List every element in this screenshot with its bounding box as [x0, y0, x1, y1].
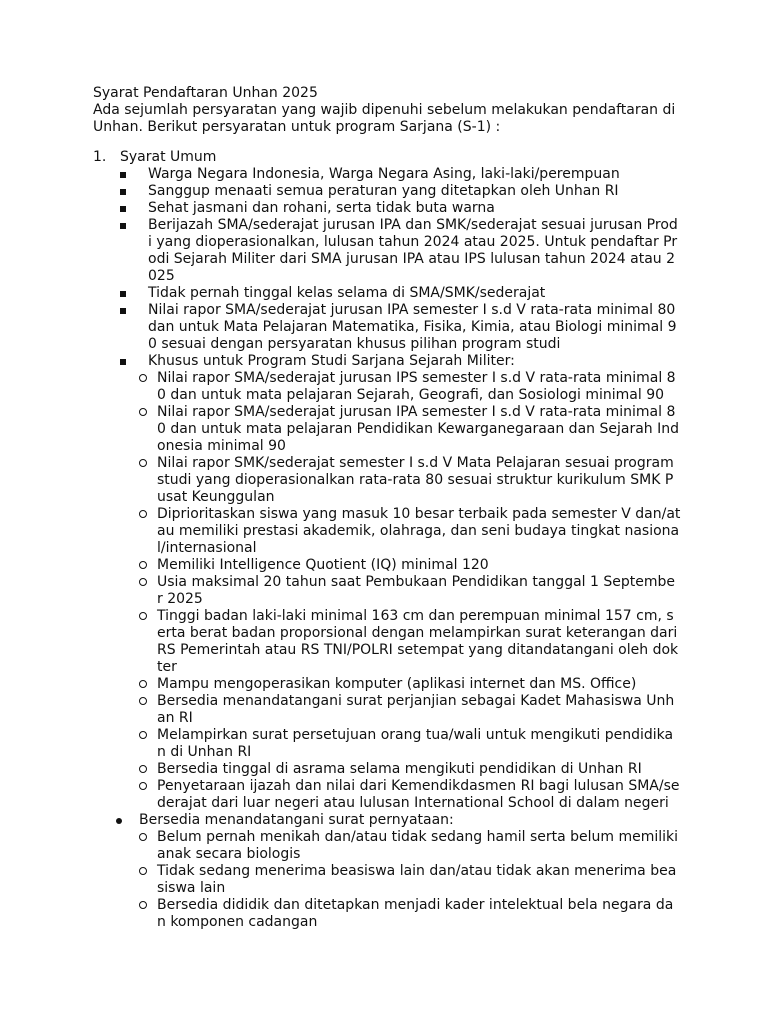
requirements-list — [93, 166, 693, 370]
requirement-item — [93, 285, 693, 302]
hollow-circle-icon — [139, 833, 147, 841]
requirement-item — [93, 200, 693, 217]
list-item-text: 0 sesuai dengan persyaratan khusus pilihan program studi — [148, 336, 561, 352]
hollow-circle-icon — [139, 680, 147, 688]
square-bullet-icon — [120, 308, 126, 314]
hollow-circle-icon — [139, 782, 147, 790]
list-item-text: 0 dan untuk mata pelajaran Pendidikan Kewarganegaraan dan Sejarah Ind — [157, 421, 679, 437]
sub-requirement-item — [93, 404, 693, 455]
list-item-text: Nilai rapor SMA/sederajat jurusan IPS semester I s.d V rata-rata minimal 8 — [157, 370, 676, 386]
hollow-circle-icon — [139, 697, 147, 705]
document-title: Syarat Pendaftaran Unhan 2025 — [93, 85, 318, 101]
requirement-item — [93, 302, 693, 353]
hollow-circle-icon — [139, 561, 147, 569]
sejarah-militer-sublist — [93, 370, 693, 812]
list-item-text: Nilai rapor SMA/sederajat jurusan IPA semester I s.d V rata-rata minimal 8 — [157, 404, 676, 420]
list-item-text: siswa lain — [157, 880, 226, 896]
list-item-text: Melampirkan surat persetujuan orang tua/wali untuk mengikuti pendidika — [157, 727, 674, 743]
hollow-circle-icon — [139, 510, 147, 518]
list-item-text: Sanggup menaati semua peraturan yang ditetapkan oleh Unhan RI — [148, 183, 619, 199]
list-item-text: Nilai rapor SMA/sederajat jurusan IPA semester I s.d V rata-rata minimal 80 — [148, 302, 676, 318]
sub-requirement-item — [93, 608, 693, 676]
section-number: 1. — [93, 149, 107, 165]
list-item-text: au memiliki prestasi akademik, olahraga, dan seni budaya tingkat nasiona — [157, 523, 680, 539]
hollow-circle-icon — [139, 901, 147, 909]
document-body — [93, 85, 693, 931]
list-item-text: Khusus untuk Program Studi Sarjana Sejarah Militer: — [148, 353, 515, 369]
list-item-text: 025 — [148, 268, 175, 284]
hollow-circle-icon — [139, 867, 147, 875]
list-item-text: an RI — [157, 710, 193, 726]
square-bullet-icon — [120, 206, 126, 212]
sub-requirement-item — [93, 778, 693, 812]
list-item-text: dan untuk Mata Pelajaran Matematika, Fisika, Kimia, atau Biologi minimal 9 — [148, 319, 677, 335]
statement-sub-item — [93, 863, 693, 897]
hollow-circle-icon — [139, 765, 147, 773]
list-item-text: Tidak sedang menerima beasiswa lain dan/atau tidak akan menerima bea — [157, 863, 677, 879]
list-item-text: Berijazah SMA/sederajat jurusan IPA dan SMK/sederajat sesuai jurusan Prod — [148, 217, 678, 233]
list-item-text: odi Sejarah Militer dari SMA jurusan IPA atau IPS lulusan tahun 2024 atau 2 — [148, 251, 676, 267]
list-item-text: Warga Negara Indonesia, Warga Negara Asing, laki-laki/perempuan — [148, 166, 620, 182]
list-item-text: Penyetaraan ijazah dan nilai dari Kemendikdasmen RI bagi lulusan SMA/se — [157, 778, 680, 794]
section-label: Syarat Umum — [120, 149, 217, 165]
list-item-text: Diprioritaskan siswa yang masuk 10 besar terbaik pada semester V dan/at — [157, 506, 681, 522]
list-item-text: i yang dioperasionalkan, lulusan tahun 2024 atau 2025. Untuk pendaftar Pr — [148, 234, 678, 250]
statement-sublist — [93, 829, 693, 931]
sub-requirement-item — [93, 574, 693, 608]
list-item-text: usat Keunggulan — [157, 489, 275, 505]
list-item-text: r 2025 — [157, 591, 203, 607]
list-item-text: Tinggi badan laki-laki minimal 163 cm dan perempuan minimal 157 cm, s — [157, 608, 674, 624]
intro-paragraph — [93, 102, 693, 136]
requirement-item — [93, 166, 693, 183]
list-item-text: Mampu mengoperasikan komputer (aplikasi internet dan MS. Office) — [157, 676, 637, 692]
list-item-text: RS Pemerintah atau RS TNI/POLRI setempat yang ditandatangani oleh dok — [157, 642, 679, 658]
hollow-circle-icon — [139, 374, 147, 382]
statement-sub-item — [93, 829, 693, 863]
list-item-text: Nilai rapor SMK/sederajat semester I s.d V Mata Pelajaran sesuai program — [157, 455, 674, 471]
sub-requirement-item — [93, 455, 693, 506]
bullet-dot-icon — [116, 818, 122, 824]
sub-requirement-item — [93, 506, 693, 557]
list-item-text: ter — [157, 659, 177, 675]
square-bullet-icon — [120, 359, 126, 365]
list-item-text: anak secara biologis — [157, 846, 301, 862]
list-item-text: l/internasional — [157, 540, 257, 556]
square-bullet-icon — [120, 189, 126, 195]
list-item-text: erta berat badan proporsional dengan melampirkan surat keterangan dari — [157, 625, 678, 641]
list-item-text: studi yang dioperasionalkan rata-rata 80 sesuai struktur kurikulum SMK P — [157, 472, 674, 488]
sub-requirement-item — [93, 761, 693, 778]
statement-label: Bersedia menandatangani surat pernyataan: — [139, 812, 454, 828]
sub-requirement-item — [93, 693, 693, 727]
list-item-text: Belum pernah menikah dan/atau tidak sedang hamil serta belum memiliki — [157, 829, 679, 845]
list-item-text: Memiliki Intelligence Quotient (IQ) minimal 120 — [157, 557, 489, 573]
hollow-circle-icon — [139, 408, 147, 416]
hollow-circle-icon — [139, 612, 147, 620]
list-item-text: onesia minimal 90 — [157, 438, 286, 454]
intro-line: Ada sejumlah persyaratan yang wajib dipenuhi sebelum melakukan pendaftaran di — [93, 102, 676, 118]
list-item-text: Bersedia menandatangani surat perjanjian sebagai Kadet Mahasiswa Unh — [157, 693, 675, 709]
sub-requirement-item — [93, 557, 693, 574]
list-item-text: n komponen cadangan — [157, 914, 318, 930]
intro-line: Unhan. Berikut persyaratan untuk program Sarjana (S-1) : — [93, 119, 501, 135]
requirement-item — [93, 217, 693, 285]
list-item-text: n di Unhan RI — [157, 744, 252, 760]
requirement-item — [93, 183, 693, 200]
list-item-text: Sehat jasmani dan rohani, serta tidak buta warna — [148, 200, 495, 216]
list-item-text: Tidak pernah tinggal kelas selama di SMA/SMK/sederajat — [148, 285, 546, 301]
square-bullet-icon — [120, 172, 126, 178]
sub-requirement-item — [93, 727, 693, 761]
statement-bullet — [93, 812, 693, 829]
list-item-text: derajat dari luar negeri atau lulusan International School di dalam negeri — [157, 795, 669, 811]
list-item-text: Bersedia dididik dan ditetapkan menjadi kader intelektual bela negara da — [157, 897, 674, 913]
requirement-item — [93, 353, 693, 370]
hollow-circle-icon — [139, 578, 147, 586]
hollow-circle-icon — [139, 459, 147, 467]
sub-requirement-item — [93, 676, 693, 693]
hollow-circle-icon — [139, 731, 147, 739]
list-item-text: Usia maksimal 20 tahun saat Pembukaan Pendidikan tanggal 1 Septembe — [157, 574, 675, 590]
list-item-text: 0 dan untuk mata pelajaran Sejarah, Geografi, dan Sosiologi minimal 90 — [157, 387, 665, 403]
list-item-text: Bersedia tinggal di asrama selama mengikuti pendidikan di Unhan RI — [157, 761, 642, 777]
square-bullet-icon — [120, 223, 126, 229]
section-syarat-umum — [93, 149, 693, 166]
sub-requirement-item — [93, 370, 693, 404]
statement-sub-item — [93, 897, 693, 931]
square-bullet-icon — [120, 291, 126, 297]
